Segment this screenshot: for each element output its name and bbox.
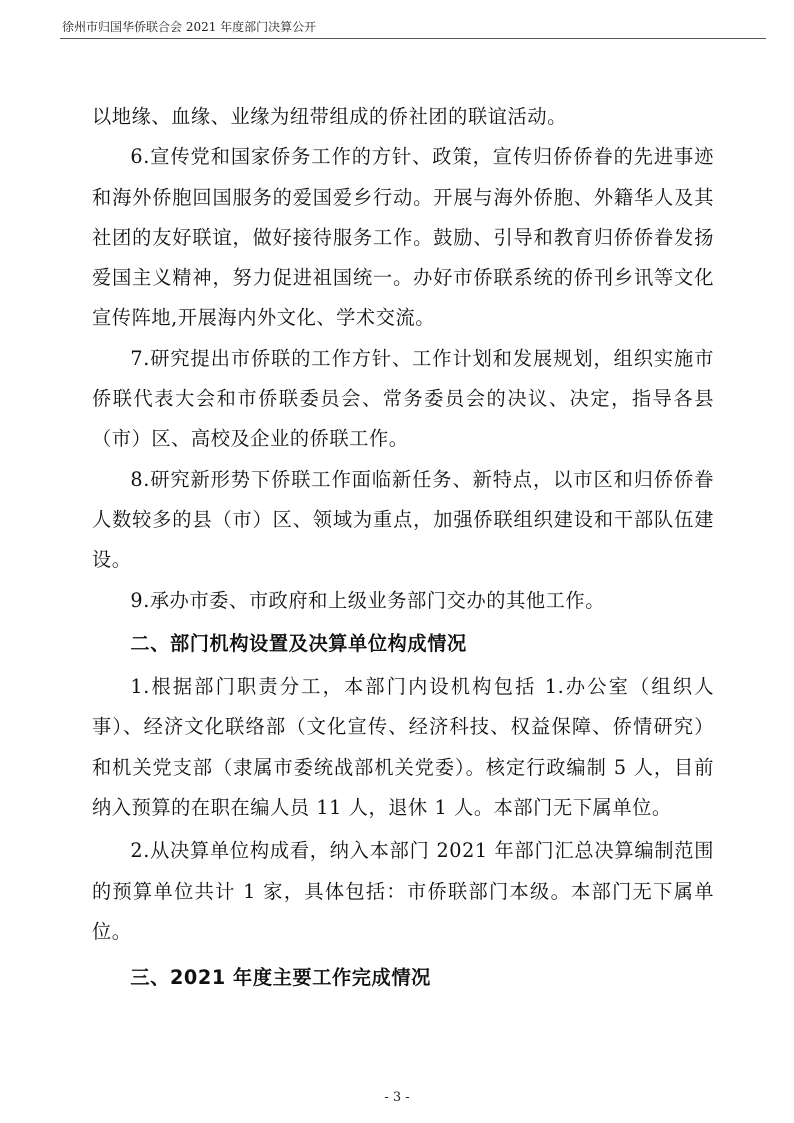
page-header [60,12,766,39]
paragraph-item-9: 9.承办市委、市政府和上级业务部门交办的其他工作。 [130,588,606,612]
paragraph-budget-units: 2.从决算单位构成看，纳入本部门 2021 年部门汇总决算编制范围的预算单位共计 1 家，具体包括：市侨联部门本级。本部门无下属单位。 [92,839,714,943]
paragraph-item-7: 7.研究提出市侨联的工作方针、工作计划和发展规划，组织实施市侨联代表大会和市侨联委员会、常务委员会的决议、决定，指导各县（市）区、高校及企业的侨联工作。 [92,346,714,451]
header-title: 徐州市归国华侨联合会 2021 年度部门决算公开 [62,20,317,34]
section-heading-3: 三、2021 年度主要工作完成情况 [130,966,431,990]
paragraph-org-structure: 1.根据部门职责分工，本部门内设机构包括 1.办公室（组织人事）、经济文化联络部（文化宣传、经济科技、权益保障、侨情研究）和机关党支部（隶属市委统战部机关党委）。核定行政编制 5 人，目前纳入预算的在职在编人员 11 人，退休 1 人。本部门无下属单位。 [92,675,714,820]
section-heading-2: 二、部门机构设置及决算单位构成情况 [130,631,467,655]
page-number: - 3 - [384,1090,410,1105]
paragraph-item-6: 6.宣传党和国家侨务工作的方针、政策，宣传归侨侨眷的先进事迹和海外侨胞回国服务的爱国爱乡行动。开展与海外侨胞、外籍华人及其社团的友好联谊，做好接待服务工作。鼓励、引导和教育归侨侨眷发扬爱国主义精神，努力促进祖国统一。办好市侨联系统的侨刊乡讯等文化宣传阵地,开展海内外文化、学术交流。 [92,145,714,330]
paragraph-item-8: 8.研究新形势下侨联工作面临新任务、新特点，以市区和归侨侨眷人数较多的县（市）区、领域为重点，加强侨联组织建设和干部队伍建设。 [92,467,714,572]
paragraph-continuation: 以地缘、血缘、业缘为纽带组成的侨社团的联谊活动。 [92,105,567,128]
document-body [92,97,714,999]
